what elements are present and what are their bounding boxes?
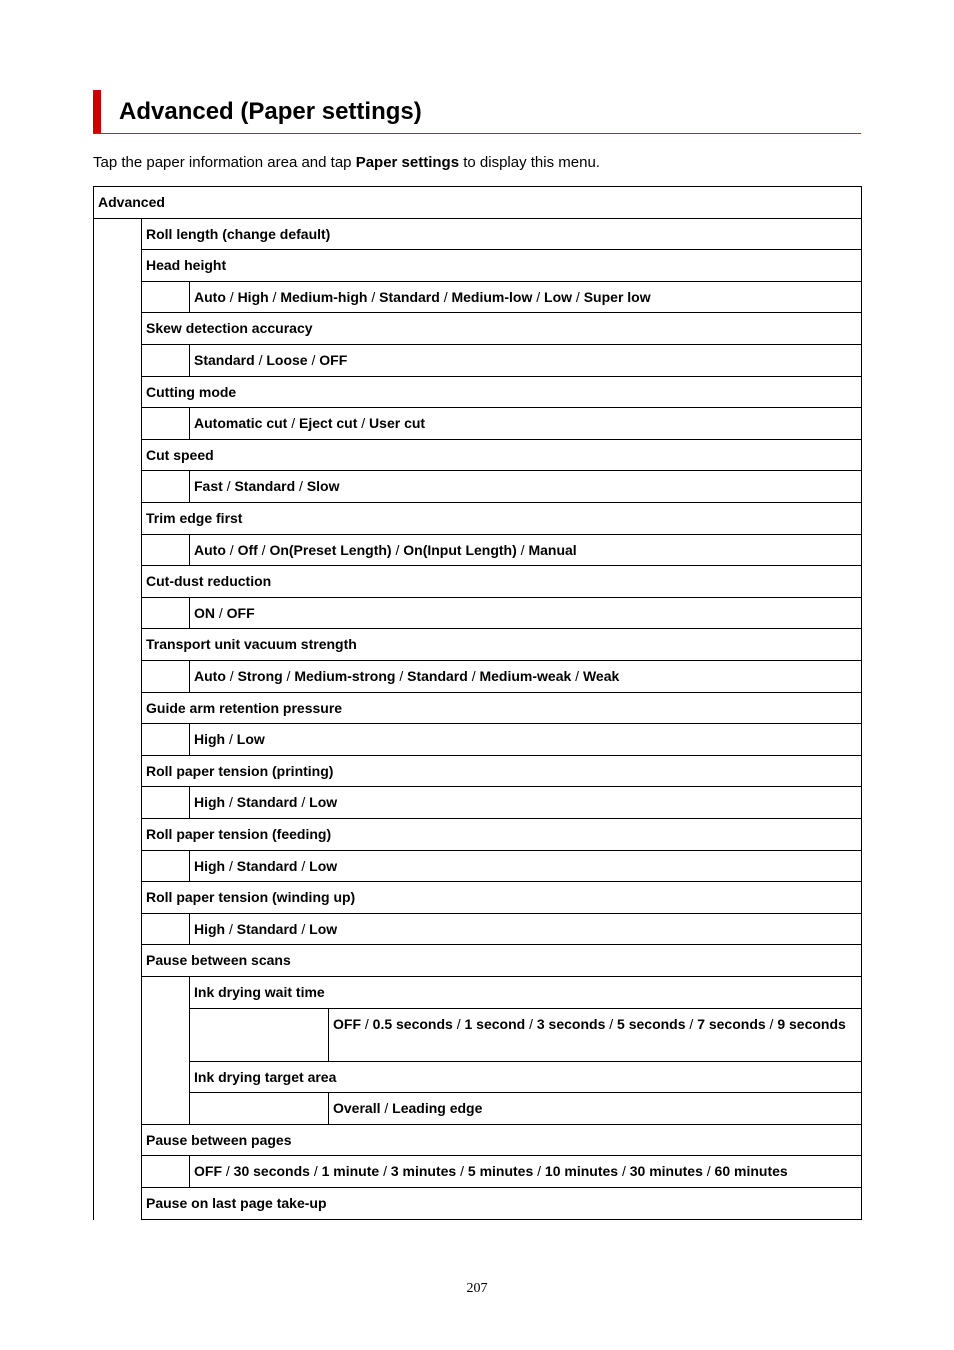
page-title: Advanced (Paper settings) <box>119 98 422 125</box>
option-value: User cut <box>369 415 426 432</box>
setting-label: Cut speed <box>146 446 214 463</box>
setting-label: Guide arm retention pressure <box>146 699 343 716</box>
indent-cell <box>141 850 190 883</box>
indent-cell <box>141 786 190 819</box>
option-separator: / <box>307 352 320 368</box>
indent-cell <box>141 534 190 567</box>
option-value: Fast <box>194 478 223 495</box>
option-value: 5 seconds <box>617 1015 686 1032</box>
setting-label: Trim edge first <box>146 510 243 526</box>
setting-options <box>190 344 861 376</box>
option-separator: / <box>225 288 238 305</box>
option-value: Standard <box>379 288 440 305</box>
setting-label: Roll paper tension (feeding) <box>146 826 332 842</box>
heading-accent-bar <box>93 90 101 133</box>
option-separator: / <box>257 541 270 558</box>
option-value: High <box>237 288 269 305</box>
setting-label: Cut-dust reduction <box>146 573 272 590</box>
option-value: Standard <box>234 478 296 495</box>
indent-cell <box>141 1155 190 1188</box>
setting-label: Roll paper tension (printing) <box>146 762 334 779</box>
option-value: Low <box>309 920 338 937</box>
setting-label: Head height <box>146 257 227 274</box>
indent-border <box>93 218 94 1220</box>
option-value: On(Input Length) <box>403 541 517 558</box>
option-value: Overall <box>333 1100 381 1117</box>
option-value: Low <box>309 857 338 874</box>
setting-options <box>190 660 861 692</box>
option-separator: / <box>297 857 310 874</box>
option-separator: / <box>295 478 307 495</box>
option-value: Standard <box>407 668 468 684</box>
option-separator: / <box>287 415 300 432</box>
sub-setting-label: Ink drying target area <box>194 1068 337 1085</box>
intro-before: Tap the paper information area and tap <box>93 154 356 171</box>
indent-cell <box>141 660 190 693</box>
option-separator: / <box>215 604 227 621</box>
option-value: On(Preset Length) <box>269 541 392 558</box>
setting-label: Roll length (change default) <box>146 225 331 242</box>
option-value: Medium-low <box>451 288 533 305</box>
option-value: Loose <box>266 352 308 368</box>
option-value: 5 minutes <box>467 1163 534 1180</box>
setting-options <box>190 534 861 566</box>
option-value: Standard <box>236 857 298 874</box>
option-value: Auto <box>194 541 226 558</box>
option-value: ON <box>194 604 215 621</box>
option-separator: / <box>572 288 584 305</box>
option-value: Auto <box>194 288 226 305</box>
indent-cell <box>189 1092 329 1125</box>
option-value: Off <box>237 541 258 558</box>
setting-label: Pause between pages <box>146 1131 292 1148</box>
option-separator: / <box>361 1015 373 1032</box>
option-separator: / <box>618 1163 630 1180</box>
option-value: 1 minute <box>321 1163 380 1180</box>
option-separator: / <box>456 1163 468 1180</box>
option-value: 1 second <box>464 1015 526 1032</box>
option-value: 3 minutes <box>390 1163 457 1180</box>
intro-text <box>93 154 600 172</box>
page-heading <box>93 90 861 134</box>
option-separator: / <box>605 1015 618 1032</box>
setting-label: Pause on last page take-up <box>146 1195 327 1211</box>
sub-setting-label: Ink drying wait time <box>194 984 325 1000</box>
option-separator: / <box>367 288 380 305</box>
indent-cell <box>189 1008 329 1062</box>
option-separator: / <box>765 1015 778 1032</box>
option-separator: / <box>225 731 237 748</box>
option-separator: / <box>225 920 237 937</box>
indent-cell <box>141 407 190 440</box>
option-separator: / <box>379 1163 391 1180</box>
option-value: Low <box>309 794 338 811</box>
option-value: 10 minutes <box>544 1163 619 1180</box>
setting-label: Cutting mode <box>146 383 237 400</box>
option-separator: / <box>222 1163 234 1180</box>
option-value: Medium-strong <box>294 668 396 684</box>
setting-options <box>190 470 861 502</box>
setting-label: Pause between scans <box>146 952 291 969</box>
option-separator: / <box>225 668 238 684</box>
option-value: Standard <box>194 352 255 368</box>
option-value: OFF <box>333 1015 361 1032</box>
setting-options <box>190 850 861 882</box>
setting-options <box>190 407 861 439</box>
option-value: Standard <box>236 794 298 811</box>
indent-cell <box>141 597 190 630</box>
option-value: Medium-weak <box>479 668 572 684</box>
sub-setting-options <box>329 1008 861 1061</box>
option-value: Auto <box>194 668 226 684</box>
setting-options <box>190 281 861 313</box>
option-separator: / <box>516 541 529 558</box>
option-value: Low <box>544 288 573 305</box>
option-value: 30 minutes <box>629 1163 703 1180</box>
option-value: 30 seconds <box>233 1163 310 1180</box>
option-value: Slow <box>306 478 340 495</box>
option-separator: / <box>282 668 295 684</box>
option-separator: / <box>467 668 480 684</box>
indent-cell <box>141 470 190 503</box>
intro-bold: Paper settings <box>355 154 460 171</box>
option-separator: / <box>268 288 281 305</box>
option-separator: / <box>254 352 267 368</box>
option-separator: / <box>297 920 310 937</box>
option-value: 7 seconds <box>697 1015 766 1032</box>
option-value: High <box>194 731 226 748</box>
option-value: Low <box>236 731 265 748</box>
option-separator: / <box>525 1015 537 1032</box>
root-label: Advanced <box>98 194 165 210</box>
option-separator: / <box>395 668 408 684</box>
option-value: OFF <box>226 604 255 621</box>
indent-cell <box>141 913 190 946</box>
option-separator: / <box>533 1163 545 1180</box>
indent-cell <box>141 344 190 377</box>
option-value: Weak <box>582 668 620 684</box>
option-separator: / <box>439 288 452 305</box>
setting-label: Transport unit vacuum strength <box>146 636 357 653</box>
setting-label: Roll paper tension (winding up) <box>146 889 356 906</box>
option-value: 0.5 seconds <box>372 1015 453 1032</box>
option-separator: / <box>225 794 237 811</box>
intro-after: to display this menu. <box>459 154 600 171</box>
option-separator: / <box>222 478 235 495</box>
option-value: High <box>194 794 226 811</box>
option-value: 9 seconds <box>777 1015 846 1032</box>
indent-cell <box>141 723 190 756</box>
option-separator: / <box>532 288 545 305</box>
option-separator: / <box>391 541 404 558</box>
indent-cell <box>141 281 190 314</box>
option-value: Manual <box>528 541 577 558</box>
page-number: 207 <box>466 1281 488 1296</box>
option-value: High <box>194 857 226 874</box>
setting-options <box>190 786 861 818</box>
option-separator: / <box>452 1015 465 1032</box>
sub-setting-options <box>329 1092 861 1124</box>
option-separator: / <box>380 1100 393 1117</box>
indent-cell <box>141 976 190 1125</box>
option-value: Strong <box>237 668 283 684</box>
option-value: 60 minutes <box>714 1163 788 1180</box>
option-value: Automatic cut <box>194 415 288 432</box>
option-separator: / <box>297 794 310 811</box>
option-value: Eject cut <box>299 415 358 432</box>
option-separator: / <box>225 857 237 874</box>
setting-label: Skew detection accuracy <box>146 320 313 337</box>
option-value: OFF <box>319 352 348 368</box>
option-value: Super low <box>583 288 651 305</box>
setting-options <box>190 913 861 945</box>
setting-options <box>190 597 861 629</box>
option-value: Standard <box>236 920 298 937</box>
option-value: OFF <box>194 1163 222 1180</box>
setting-options <box>190 723 861 755</box>
option-value: Leading edge <box>392 1100 483 1117</box>
option-separator: / <box>685 1015 698 1032</box>
option-separator: / <box>357 415 370 432</box>
option-value: High <box>194 920 226 937</box>
option-separator: / <box>309 1163 322 1180</box>
setting-options <box>190 1155 861 1187</box>
option-value: 3 seconds <box>536 1015 606 1032</box>
option-value: Medium-high <box>280 288 368 305</box>
option-separator: / <box>702 1163 715 1180</box>
option-separator: / <box>571 668 583 684</box>
option-separator: / <box>225 541 238 558</box>
